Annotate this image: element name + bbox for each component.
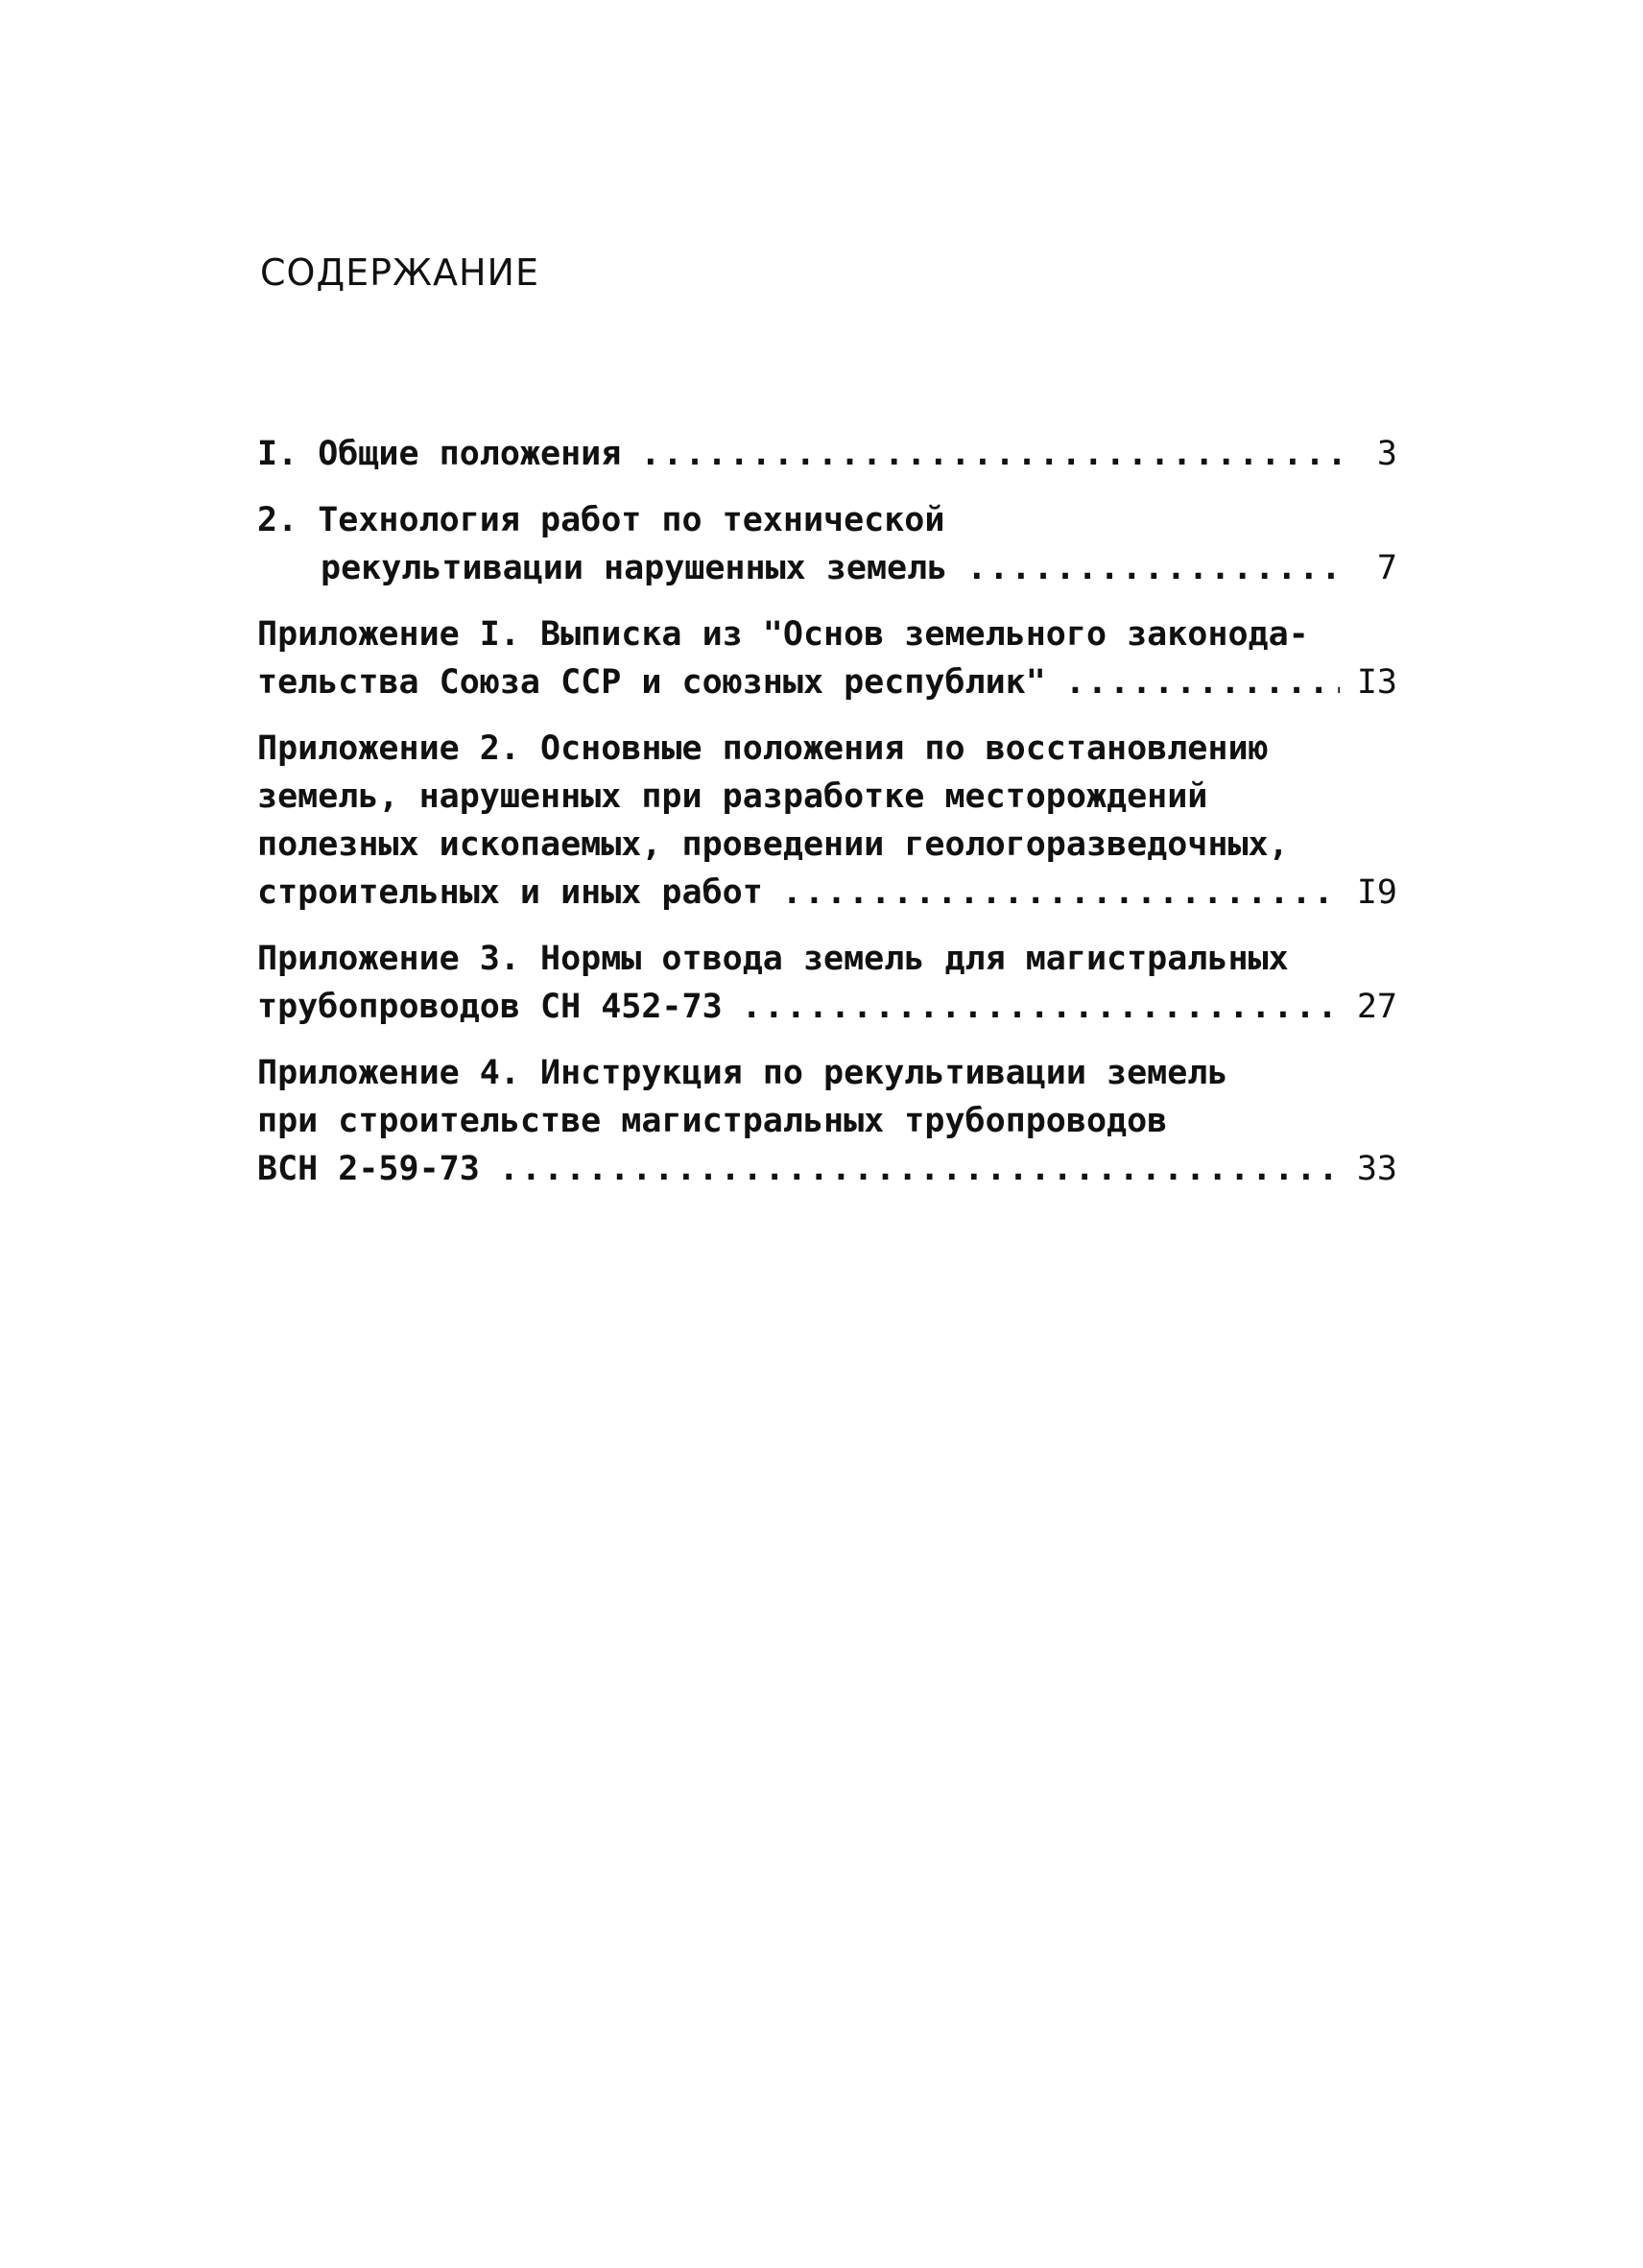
toc-entry-last-line (257, 983, 1397, 1031)
dot-leader (640, 430, 1340, 478)
dot-leader (782, 869, 1340, 917)
toc-page-number: I9 (1356, 873, 1397, 912)
toc-page-number: 33 (1356, 1150, 1397, 1188)
toc-entry-appendix-3[interactable] (257, 935, 1397, 1031)
toc-page-number: 27 (1356, 988, 1397, 1026)
toc-entry-general-provisions[interactable] (257, 430, 1397, 478)
toc-entry-title-continuation: ВСН 2-59-73 (257, 1150, 480, 1188)
toc-entry-title-line: 2. Технология работ по технической (257, 501, 945, 539)
dot-leader (742, 983, 1340, 1031)
toc-entry-appendix-2[interactable] (257, 725, 1397, 917)
toc-entry-title-continuation: строительных и иных работ (257, 873, 763, 912)
toc-page-number: I3 (1356, 663, 1397, 702)
toc-entry-last-line (257, 658, 1397, 706)
toc-entry-title-line: Приложение 4. Инструкция по рекультивации земель (257, 1054, 1228, 1092)
toc-entry-last-line (257, 430, 1397, 478)
toc-page-number: 7 (1376, 549, 1397, 587)
toc-entry-title-continuation: трубопроводов СН 452-73 (257, 988, 723, 1026)
toc-entry-title: I. Общие положения (257, 435, 622, 473)
toc-entry-appendix-1[interactable] (257, 610, 1397, 706)
toc-entry-appendix-4[interactable] (257, 1049, 1397, 1193)
toc-entry-title-line: полезных ископаемых, проведении геологоразведочных, (257, 825, 1289, 864)
toc-entry-last-line (257, 1145, 1397, 1193)
page-title: СОДЕРЖАНИЕ (260, 251, 539, 294)
toc-entry-title-line: при строительстве магистральных трубопроводов (257, 1102, 1168, 1140)
dot-leader (499, 1145, 1340, 1193)
toc-entry-title-line: земель, нарушенных при разработке месторождений (257, 777, 1208, 816)
table-of-contents (257, 430, 1397, 1211)
toc-entry-last-line (257, 869, 1397, 917)
toc-entry-technology[interactable] (257, 496, 1397, 592)
toc-entry-title-line: Приложение I. Выписка из "Основ земельного законода- (257, 615, 1309, 654)
toc-entry-last-line (257, 544, 1397, 592)
dot-leader (966, 544, 1340, 592)
toc-entry-title-continuation: рекультивации нарушенных земель (321, 549, 948, 587)
dot-leader (1065, 658, 1340, 706)
toc-entry-title-line: Приложение 2. Основные положения по восстановлению (257, 729, 1269, 768)
toc-entry-title-line: Приложение 3. Нормы отвода земель для магистральных (257, 940, 1289, 978)
toc-entry-title-continuation: тельства Союза ССР и союзных республик" (257, 663, 1046, 702)
toc-page-number: 3 (1376, 435, 1397, 473)
